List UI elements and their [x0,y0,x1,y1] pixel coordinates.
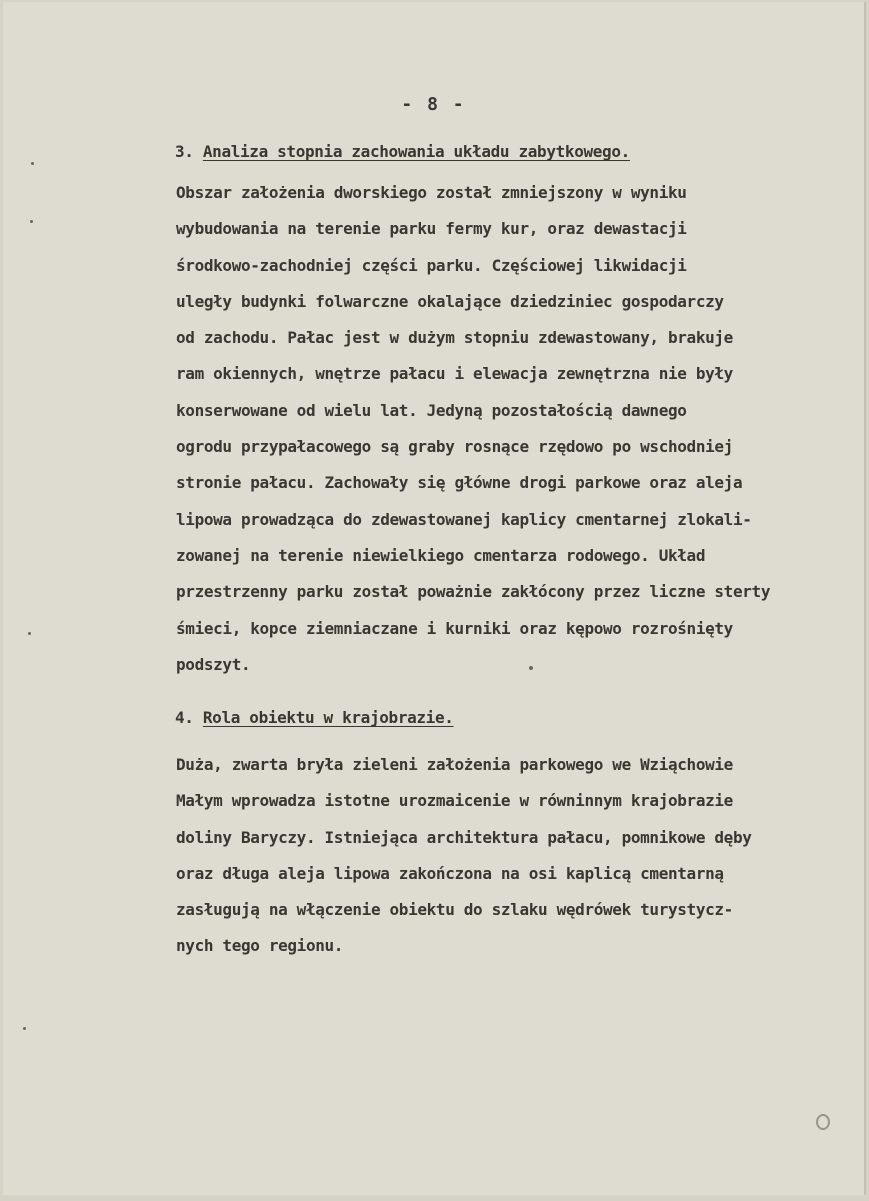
section-3-number: 3. [175,142,194,161]
section-3-heading [175,142,630,161]
paper-speck [30,220,33,223]
page-number: - 8 - [401,94,466,115]
paragraph-line: podszyt. [176,654,251,674]
paragraph-line: zowanej na terenie niewielkiego cmentarza rodowego. Układ [176,545,706,565]
paragraph-line: doliny Baryczy. Istniejąca architektura pałacu, pomnikowe dęby [176,827,752,847]
paragraph-line: konserwowane od wielu lat. Jedyną pozostałością dawnego [176,400,687,420]
section-3-title: Analiza stopnia zachowania układu zabytkowego. [202,142,630,161]
paragraph-line: środkowo-zachodniej części parku. Częściowej likwidacji [176,255,687,275]
paragraph-line: uległy budynki folwarczne okalające dziedziniec gospodarczy [176,291,724,311]
paragraph-line: ram okiennych, wnętrze pałacu i elewacja zewnętrzna nie były [176,364,733,384]
paragraph-line: lipowa prowadząca do zdewastowanej kaplicy cmentarnej zlokali- [176,509,752,529]
section-4-heading [175,708,454,727]
paragraph-line: oraz długa aleja lipowa zakończona na osi kaplicą cmentarną [176,863,724,883]
paragraph-line: przestrzenny parku został poważnie zakłócony przez liczne sterty [176,582,771,602]
paragraph-line: stronie pałacu. Zachowały się główne drogi parkowe oraz aleja [176,473,743,493]
paper-speck [28,632,31,635]
paragraph-line: nych tego regionu. [176,936,344,956]
paragraph-line: ogrodu przypałacowego są graby rosnące rzędowo po wschodniej [176,437,733,457]
section-3-paragraph [176,175,770,683]
paragraph-line: od zachodu. Pałac jest w dużym stopniu zdewastowany, brakuje [176,328,733,348]
section-4-paragraph [176,747,752,965]
paragraph-line: Obszar założenia dworskiego został zmniejszony w wyniku [176,183,687,202]
paper-speck [23,1027,26,1030]
section-4-number: 4. [175,708,194,727]
corner-stain-mark [816,1114,830,1130]
paragraph-line: wybudowania na terenie parku fermy kur, oraz dewastacji [176,219,687,239]
paragraph-line: śmieci, kopce ziemniaczane i kurniki oraz kępowo rozrośnięty [176,618,733,638]
paper-speck [529,666,533,670]
paragraph-line: Duża, zwarta bryła zieleni założenia parkowego we Wziąchowie [176,755,733,774]
paper-speck [31,162,34,165]
typewritten-page [3,2,866,1195]
paragraph-line: zasługują na włączenie obiektu do szlaku wędrówek turystycz- [176,900,733,920]
paragraph-line: Małym wprowadza istotne urozmaicenie w równinnym krajobrazie [176,791,733,811]
section-4-title: Rola obiektu w krajobrazie. [202,708,454,727]
